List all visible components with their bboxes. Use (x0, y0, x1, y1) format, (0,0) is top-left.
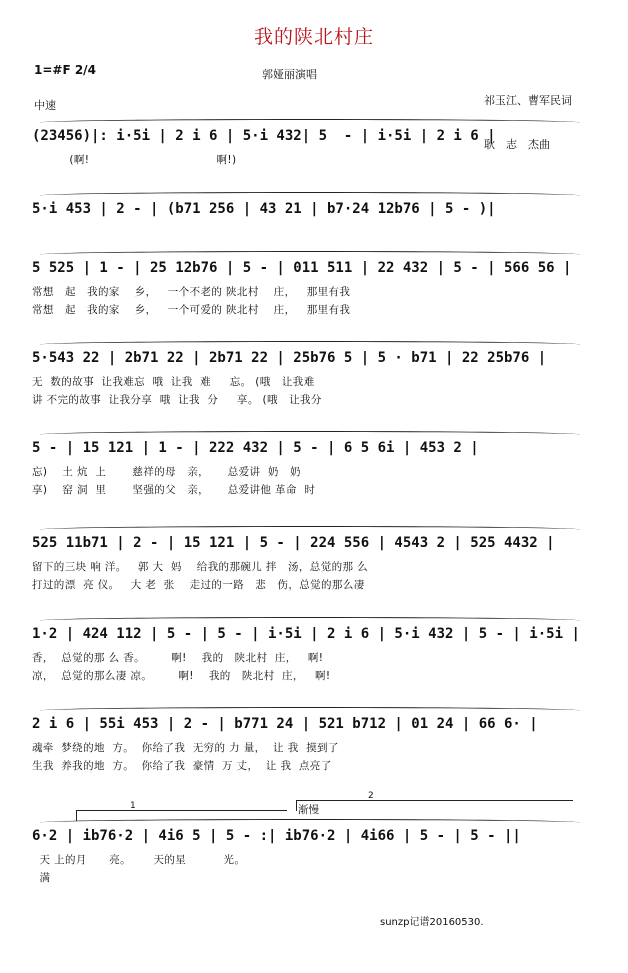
lyricists-credit: 祁玉江、曹军民词 (484, 94, 572, 107)
lyrics-verse-2: 生我 养我的地 方。 你给了我 豪情 万 丈， 让 我 点亮了 (32, 760, 332, 772)
lyrics-verse-1: 香， 总觉的那 么 香。 啊! 我的 陕北村 庄， 啊! (32, 652, 324, 664)
slur-line (40, 431, 580, 438)
tempo-marking: 中速 (34, 99, 56, 112)
volta-number-1: 1 (130, 801, 136, 811)
lyrics-verse-1: (啊! 啊!) (32, 154, 237, 166)
slur-line (40, 192, 580, 199)
transcriber-footer: sunzp记谱20160530. (380, 917, 484, 928)
slur-line (40, 526, 580, 533)
slur-line (40, 251, 580, 258)
lyrics-verse-2: 凉， 总觉的那么凄 凉。 啊! 我的 陕北村 庄， 啊! (32, 670, 331, 682)
score-row-notes: 6·2 | ib76·2 | 4i6 5 | 5 - :| ib76·2 | 4i66 | 5 - | 5 - || (32, 828, 521, 844)
lyrics-verse-1: 天 上的月 亮。 天的星 光。 (32, 854, 246, 866)
lyrics-verse-1: 留下的三块 响 洋。 郭 大 妈 给我的那碗儿 拌 汤，总觉的那 么 (32, 561, 369, 573)
lyrics-verse-2: 享) 窑 洞 里 坚强的父 亲， 总爱讲他 革命 时 (32, 484, 316, 496)
score-row-notes: 5 - | 15 121 | 1 - | 222 432 | 5 - | 6 5 6i | 453 2 | (32, 440, 479, 456)
volta-bracket-2 (296, 800, 573, 811)
score-row-notes: 2 i 6 | 55i 453 | 2 - | b771 24 | 521 b712 | 01 24 | 66 6· | (32, 716, 538, 732)
volta-bracket-1 (76, 810, 287, 821)
score-row-notes: 5·i 453 | 2 - | (b71 256 | 43 21 | b7·24 12b76 | 5 - )| (32, 201, 496, 217)
song-title: 我的陕北村庄 (253, 26, 374, 48)
lyrics-verse-2: 满 (32, 872, 51, 884)
score-row-notes: 5 525 | 1 - | 25 12b76 | 5 - | 011 511 | 22 432 | 5 - | 566 56 | (32, 260, 572, 276)
score-row-notes: 5·543 22 | 2b71 22 | 2b71 22 | 25b76 5 | 5 · b71 | 22 25b76 | (32, 350, 547, 366)
singer-credit: 郭娅丽演唱 (262, 68, 317, 81)
composer-credit: 耿 志 杰曲 (484, 138, 550, 151)
slur-line (40, 341, 580, 348)
volta-number-2: 2 (368, 791, 374, 801)
lyrics-verse-2: 常想 起 我的家 乡， 一个可爱的 陕北村 庄， 那里有我 (32, 304, 351, 316)
lyrics-verse-1: 无 数的故事 让我难忘 哦 让我 难 忘。 (哦 让我难 (32, 376, 315, 388)
lyrics-verse-2: 讲 不完的故事 让我分享 哦 让我 分 享。 (哦 让我分 (32, 394, 322, 406)
slur-line (40, 707, 580, 714)
credits (484, 66, 572, 167)
key-signature: 1=#F 2/4 (34, 63, 96, 77)
lyrics-verse-2: 打过的漂 亮 仪。 大 老 张 走过的一路 悲 伤，总觉的那么凄 (32, 579, 365, 591)
slur-line (40, 617, 580, 624)
ritardando-marking: 渐慢 (298, 804, 319, 816)
score-row-notes: 1·2 | 424 112 | 5 - | 5 - | i·5i | 2 i 6 | 5·i 432 | 5 - | i·5i | (32, 626, 580, 642)
score-row-notes: 525 11b71 | 2 - | 15 121 | 5 - | 224 556 | 4543 2 | 525 4432 | (32, 535, 555, 551)
lyrics-verse-1: 忘) 土 炕 上 慈祥的母 亲， 总爱讲 奶 奶 (32, 466, 301, 478)
lyrics-verse-1: 魂牵 梦绕的地 方。 你给了我 无穷的 力 量， 让 我 摸到了 (32, 742, 339, 754)
lyrics-verse-1: 常想 起 我的家 乡， 一个不老的 陕北村 庄， 那里有我 (32, 286, 351, 298)
slur-line (40, 119, 580, 126)
score-row-notes: (23456)|: i·5i | 2 i 6 | 5·i 432| 5 - | i·5i | 2 i 6 | (32, 128, 496, 144)
